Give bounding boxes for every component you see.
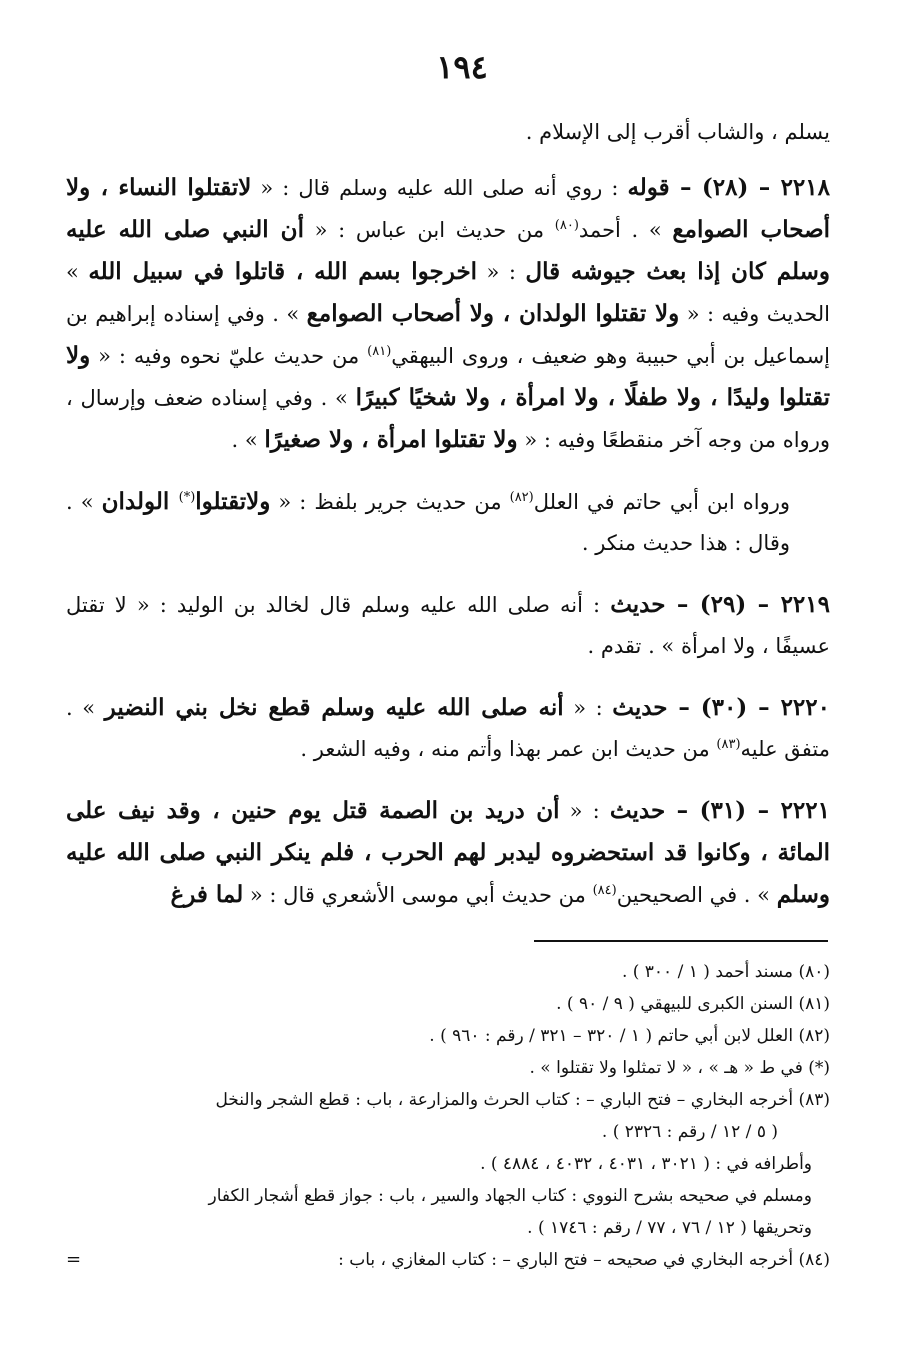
footnotes	[66, 956, 830, 1276]
paragraph-hadith-2220	[66, 687, 830, 770]
footnote-ref: (٨٤)	[592, 883, 617, 898]
footnote-83-cont: ( ٥ / ١٢ / رقم : ٢٣٢٦ ) .	[601, 1122, 778, 1142]
text-span: ورواه ابن أبي حاتم في العلل	[533, 490, 791, 514]
text-span: من حديث جرير بلفظ : «	[270, 490, 510, 514]
footnote-83: (٨٣) أخرجه البخاري – فتح الباري – : كتاب الحرث والمزارعة ، باب : قطع الشجر والنخل	[215, 1090, 830, 1110]
text-span: من حديث ابن عمر بهذا وأتم منه ، وفيه الشعر .	[300, 737, 717, 761]
footnote-84-line	[66, 1244, 830, 1276]
text-span: : «	[563, 696, 613, 720]
hadith-number: ٢٢٢٠ – (٣٠) – حديث	[612, 694, 830, 721]
text-span: » . في الصحيحين	[616, 883, 777, 907]
bold-quote: لما فرغ	[170, 881, 244, 908]
bold-quote: ولا تقتلوا امرأة ، ولا صغيرًا	[264, 426, 518, 453]
text-span: : أنه صلى الله عليه وسلم قال لخالد بن الوليد : « لا تقتل عسيفًا ، ولا امرأة » . تقدم .	[66, 593, 830, 658]
bold-quote: اخرجوا بسم الله ، قاتلوا في سبيل الله	[88, 258, 478, 285]
hadith-number: ٢٢١٨ – (٢٨) – قوله	[627, 174, 830, 201]
text-span: : «	[559, 799, 610, 823]
hadith-number: ٢٢١٩ – (٢٩) – حديث	[610, 591, 830, 618]
footnote-ref: (٨٣)	[716, 737, 741, 752]
text-span: » . أحمد	[578, 218, 673, 242]
footnote-star: (*) في ط « هـ » ، « لا تمثلوا ولا تقتلوا » .	[529, 1058, 830, 1078]
text-span: : «	[477, 260, 526, 284]
paragraph-hadith-2221	[66, 790, 830, 916]
text-span: » الحديث وفيه : «	[66, 260, 830, 326]
footnote-84: (٨٤) أخرجه البخاري في صحيحه – فتح الباري – : كتاب المغازي ، باب :	[338, 1250, 830, 1270]
paragraph-ibn-abi-hatim	[66, 481, 830, 564]
page-number: ١٩٤	[436, 48, 488, 86]
footnote-80: (٨٠) مسند أحمد ( ١ / ٣٠٠ ) .	[621, 962, 830, 982]
continuation-mark: =	[66, 1249, 82, 1270]
paragraph-hadith-2218	[66, 167, 830, 461]
footnote-ref: (٨١)	[367, 344, 392, 359]
text-span: » .	[231, 428, 265, 452]
bold-quote: لاتقتلوا النساء ، ولا أصحاب الصوامع	[66, 174, 830, 243]
footnote-83-muslim-cont: وتحريقها ( ١٢ / ٧٦ ، ٧٧ / رقم : ١٧٤٦ ) .	[527, 1218, 812, 1238]
footnote-separator	[534, 940, 828, 942]
text-span: » . وفي إسناده إبراهيم بن إسماعيل بن أبي حبيبة وهو ضعيف ، وروى البيهقي	[66, 302, 831, 368]
text-span: » . متفق عليه	[66, 696, 830, 761]
footnote-ref-star: (*)	[178, 490, 196, 505]
paragraph-hadith-2219	[66, 584, 830, 667]
text-span: يسلم ، والشاب أقرب إلى الإسلام .	[525, 120, 830, 144]
text-span: » . وفي إسناده ضعف وإرسال ، ورواه من وجه آخر منقطعًا وفيه : «	[66, 386, 830, 452]
footnote-81: (٨١) السنن الكبرى للبيهقي ( ٩ / ٩٠ ) .	[556, 994, 830, 1014]
bold-quote: أن النبي صلى الله عليه وسلم كان إذا بعث جيوشه قال	[66, 216, 831, 285]
bold-quote: الولدان	[101, 488, 179, 515]
main-text	[66, 112, 830, 936]
text-span: » . وقال : هذا حديث منكر .	[66, 490, 790, 555]
text-span: : روي أنه صلى الله عليه وسلم قال : «	[251, 176, 628, 200]
bold-quote: أنه صلى الله عليه وسلم قطع نخل بني النضير	[104, 694, 564, 721]
footnote-ref: (٨٠)	[554, 218, 579, 233]
bold-quote: ولا تقتلوا وليدًا ، ولا طفلًا ، ولا امرأة ، ولا شخيًا كبيرًا	[66, 342, 830, 411]
bold-quote: ولاتقتلوا	[195, 488, 271, 515]
paragraph-continuation	[66, 112, 830, 153]
footnote-83-muslim: ومسلم في صحيحه بشرح النووي : كتاب الجهاد والسير ، باب : جواز قطع أشجار الكفار	[208, 1186, 812, 1206]
bold-quote: أن دريد بن الصمة قتل يوم حنين ، وقد نيف على المائة ، وكانوا قد استحضروه ليدبر لهم الحرب ، فلم ينكر النبي صلى الله عليه وسلم	[66, 797, 830, 908]
text-span: من حديث عليّ نحوه وفيه : «	[90, 344, 368, 368]
footnote-83-atraf: وأطرافه في : ( ٣٠٢١ ، ٤٠٣١ ، ٤٠٣٢ ، ٤٨٨٤ ) .	[480, 1154, 812, 1174]
footnote-ref: (٨٢)	[509, 490, 534, 505]
text-span: من حديث ابن عباس : «	[303, 218, 555, 242]
text-span: من حديث أبي موسى الأشعري قال : «	[243, 883, 593, 907]
bold-quote: ولا تقتلوا الولدان ، ولا أصحاب الصوامع	[306, 300, 680, 327]
hadith-number: ٢٢٢١ – (٣١) – حديث	[609, 797, 830, 824]
footnote-82: (٨٢) العلل لابن أبي حاتم ( ١ / ٣٢٠ – ٣٢١ / رقم : ٩٦٠ ) .	[429, 1026, 830, 1046]
